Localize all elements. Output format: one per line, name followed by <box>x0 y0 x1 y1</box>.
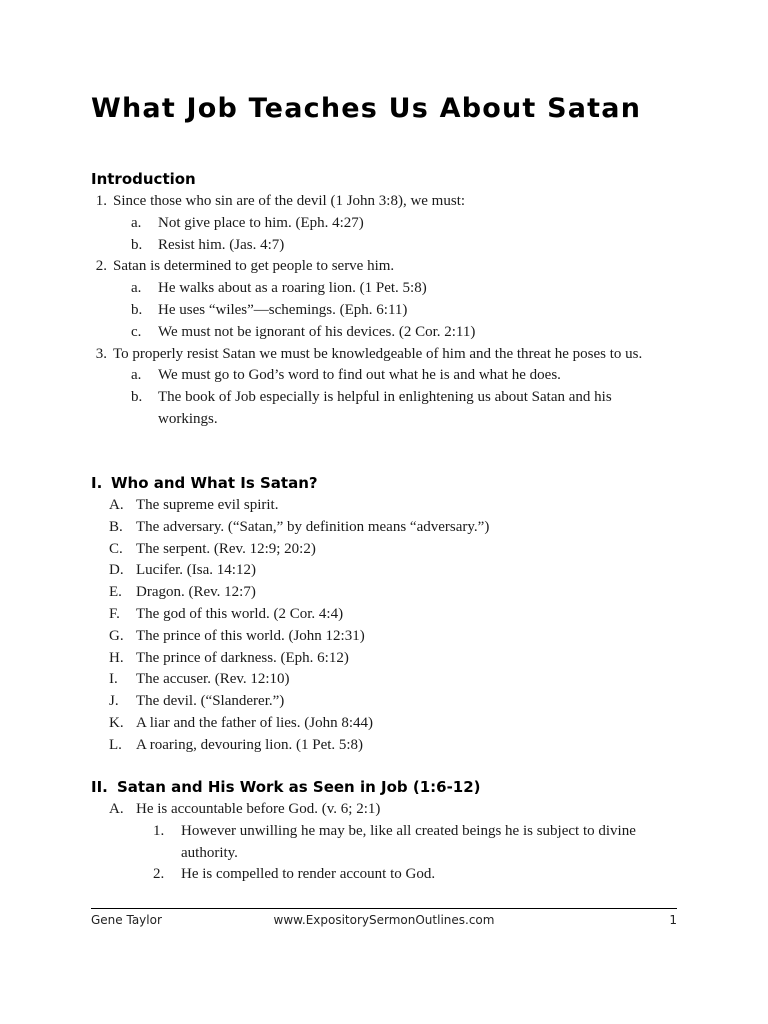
list-marker: 2. <box>153 866 165 883</box>
section-one-item <box>91 604 677 626</box>
list-text: He is accountable before God. (v. 6; 2:1) <box>136 801 381 817</box>
section-title: Who and What Is Satan? <box>111 474 318 492</box>
section-one-item <box>91 539 677 561</box>
list-text: The adversary. (“Satan,” by definition means “adversary.”) <box>136 518 490 535</box>
intro-section <box>91 169 677 431</box>
list-marker: E. <box>109 584 122 601</box>
list-marker: I. <box>109 671 118 688</box>
list-text: Lucifer. (Isa. 14:12) <box>136 562 256 579</box>
list-text: The god of this world. (2 Cor. 4:4) <box>136 605 344 622</box>
list-marker: b. <box>131 236 143 253</box>
list-marker: b. <box>131 301 143 318</box>
list-marker: a. <box>131 367 142 384</box>
intro-item-2b <box>91 300 677 322</box>
section-two-heading <box>91 777 677 798</box>
section-one-item <box>91 560 677 582</box>
footer-website: www.ExpositorySermonOutlines.com <box>273 913 495 927</box>
list-text: The prince of darkness. (Eph. 6:12) <box>136 649 349 666</box>
list-marker: c. <box>131 323 142 340</box>
section-one-item <box>91 713 677 735</box>
section-one <box>91 473 677 757</box>
list-text: The devil. (“Slanderer.”) <box>136 693 285 710</box>
intro-item-1b <box>91 235 677 257</box>
section-one-item <box>91 626 677 648</box>
section-title: Satan and His Work as Seen in Job (1:6-12) <box>117 778 481 796</box>
list-text: A roaring, devouring lion. (1 Pet. 5:8) <box>136 736 364 753</box>
list-text: The serpent. (Rev. 12:9; 20:2) <box>136 540 316 557</box>
list-text: He is compelled to render account to God. <box>181 866 436 883</box>
list-marker: a. <box>131 214 142 231</box>
list-text: The prince of this world. (John 12:31) <box>136 627 365 644</box>
list-text: He uses “wiles”—schemings. (Eph. 6:11) <box>158 301 408 318</box>
list-text: Since those who sin are of the devil (1 John 3:8), we must: <box>113 193 466 209</box>
list-marker: b. <box>131 389 143 406</box>
section-number: II. <box>91 778 108 796</box>
intro-item-3 <box>91 344 677 366</box>
section-one-item <box>91 517 677 539</box>
list-marker: 1. <box>153 822 165 839</box>
list-marker: G. <box>109 627 124 644</box>
list-text: Resist him. (Jas. 4:7) <box>158 236 285 253</box>
footer-author: Gene Taylor <box>91 913 162 927</box>
intro-item-2a <box>91 278 677 300</box>
list-marker: K. <box>109 714 124 731</box>
list-text: Dragon. (Rev. 12:7) <box>136 584 256 601</box>
list-text: We must not be ignorant of his devices. (2 Cor. 2:11) <box>158 323 476 340</box>
list-text: Satan is determined to get people to serve him. <box>113 258 395 275</box>
section-one-item <box>91 691 677 713</box>
list-text: Not give place to him. (Eph. 4:27) <box>158 214 364 231</box>
list-marker: F. <box>109 605 120 622</box>
intro-item-3b <box>91 387 677 431</box>
list-text: A liar and the father of lies. (John 8:44) <box>136 714 374 731</box>
footer-divider <box>91 908 677 909</box>
intro-item-2 <box>91 256 677 278</box>
list-marker: L. <box>109 736 122 753</box>
section-two-item-a2 <box>91 864 677 886</box>
intro-item-1a <box>91 213 677 235</box>
list-text: We must go to God’s word to find out what he is and what he does. <box>158 367 561 384</box>
list-marker: 1. <box>95 193 107 209</box>
list-marker: a. <box>131 280 142 297</box>
intro-item-1 <box>91 191 677 213</box>
intro-heading: Introduction <box>91 170 196 188</box>
section-one-item <box>91 735 677 757</box>
section-one-item <box>91 495 677 517</box>
list-marker: C. <box>109 540 123 557</box>
page-number: 1 <box>669 913 677 927</box>
section-two-item-a1 <box>91 821 677 865</box>
list-marker: D. <box>109 562 124 579</box>
section-one-item <box>91 669 677 691</box>
list-text: He walks about as a roaring lion. (1 Pet. 5:8) <box>158 280 427 297</box>
list-text: The book of Job especially is helpful in enlightening us about Satan and his workings. <box>158 389 612 427</box>
list-marker: B. <box>109 518 123 535</box>
intro-item-2c <box>91 322 677 344</box>
list-marker: J. <box>109 693 119 710</box>
section-one-item <box>91 648 677 670</box>
section-two <box>91 777 677 886</box>
list-text: To properly resist Satan we must be knowledgeable of him and the threat he poses to us. <box>113 345 643 362</box>
list-marker: A. <box>109 801 124 817</box>
list-marker: H. <box>109 649 124 666</box>
list-marker: 2. <box>95 258 107 275</box>
intro-item-3a <box>91 365 677 387</box>
list-text: The accuser. (Rev. 12:10) <box>136 671 290 688</box>
list-marker: 3. <box>95 345 107 362</box>
section-two-item-a <box>91 799 677 821</box>
section-number: I. <box>91 474 103 492</box>
list-text: The supreme evil spirit. <box>136 497 279 513</box>
section-one-item <box>91 582 677 604</box>
list-marker: A. <box>109 497 124 513</box>
section-one-heading <box>91 473 677 494</box>
list-text: However unwilling he may be, like all created beings he is subject to divine authority. <box>181 822 636 861</box>
document-title: What Job Teaches Us About Satan <box>91 93 642 124</box>
